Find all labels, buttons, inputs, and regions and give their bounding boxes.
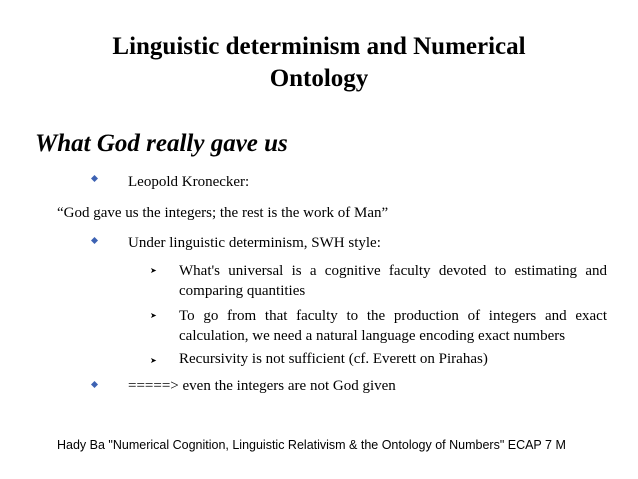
slide-footer: Hady Ba "Numerical Cognition, Linguistic Relativism & the Ontology of Numbers" ECAP 7 M xyxy=(57,438,566,452)
arrowhead-bullet-icon: ➤ xyxy=(150,266,157,275)
slide-title-line-2: Ontology xyxy=(269,65,369,92)
sub-bullet-recursivity: Recursivity is not sufficient (cf. Everett on Pirahas) xyxy=(179,351,488,367)
bullet-kronecker: Leopold Kronecker: xyxy=(128,174,250,190)
slide-subtitle: What God really gave us xyxy=(35,130,288,157)
bullet-conclusion: =====> even the integers are not God given xyxy=(128,378,396,394)
arrowhead-bullet-icon: ➤ xyxy=(150,356,157,365)
diamond-bullet-icon xyxy=(91,237,98,244)
sub-bullet-universal-faculty: What's universal is a cognitive faculty devoted to estimating and comparing quantities xyxy=(179,263,607,299)
kronecker-quote: “God gave us the integers; the rest is the work of Man” xyxy=(57,205,389,221)
sub-bullet-exact-calculation: To go from that faculty to the production of integers and exact calculation, we need a natural language encoding exact numbers xyxy=(179,308,607,344)
diamond-bullet-icon xyxy=(91,381,98,388)
diamond-bullet-icon xyxy=(91,175,98,182)
bullet-linguistic-determinism: Under linguistic determinism, SWH style: xyxy=(128,235,381,251)
slide-title-line-1: Linguistic determinism and Numerical xyxy=(112,33,526,60)
arrowhead-bullet-icon: ➤ xyxy=(150,311,157,320)
